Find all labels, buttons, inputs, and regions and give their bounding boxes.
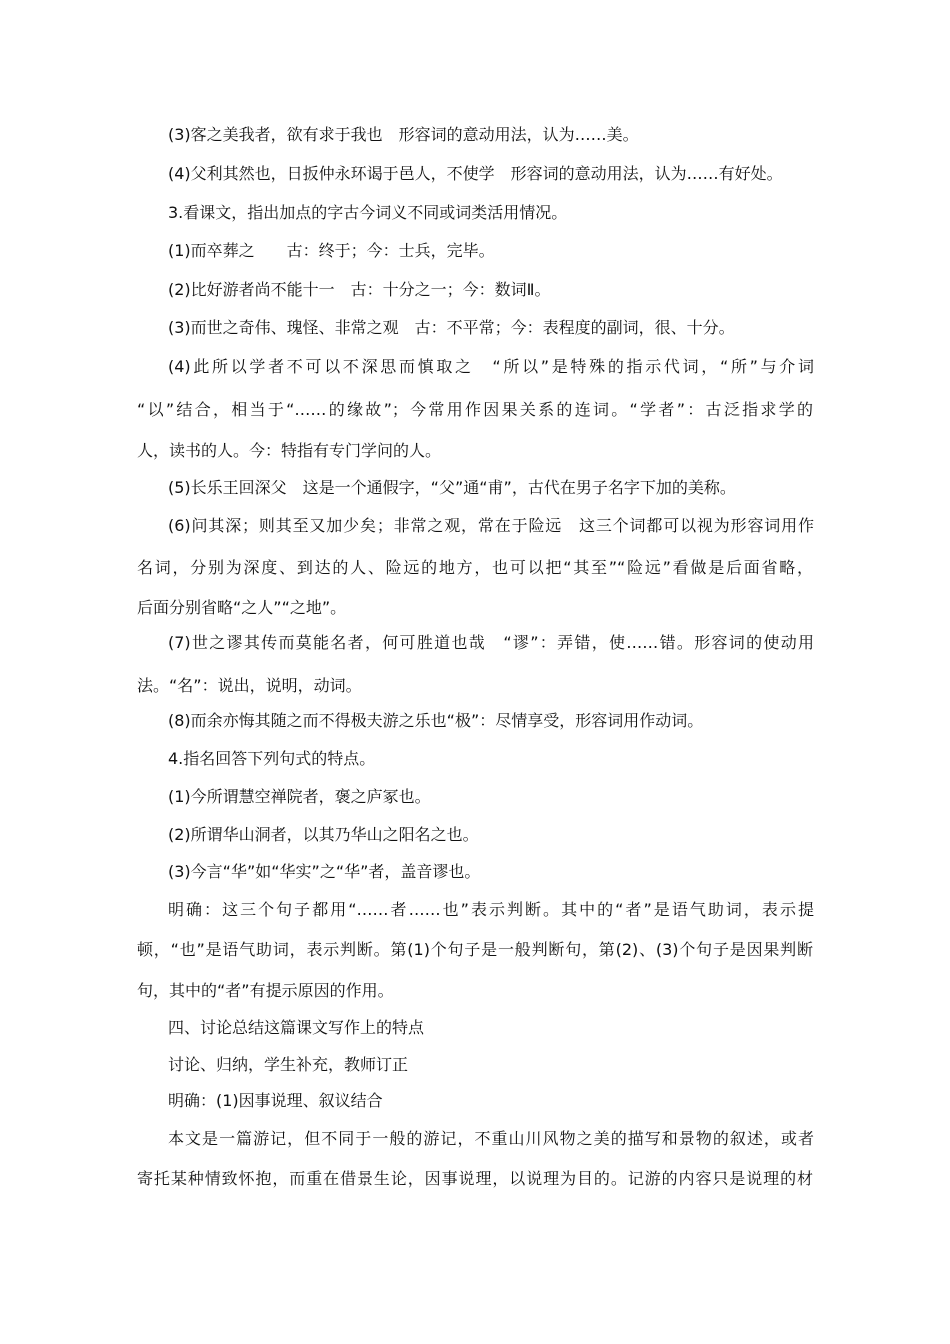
- text-line: 顿，“也”是语气助词，表示判断。第(1)个句子是一般判断句，第(2)、(3)个句子是因果判断: [137, 940, 813, 959]
- text-line: 人，读书的人。今：特指有专门学问的人。: [137, 441, 442, 460]
- text-line: (3)客之美我者，欲有求于我也 形容词的意动用法，认为……美。: [168, 125, 639, 144]
- text-line: (2)所谓华山洞者，以其乃华山之阳名之也。: [168, 825, 479, 844]
- text-line: 3.看课文，指出加点的字古今词义不同或词类活用情况。: [168, 203, 568, 222]
- text-line: (7)世之谬其传而莫能名者，何可胜道也哉 “谬”：弄错，使……错。形容词的使动用: [168, 633, 814, 652]
- text-line: 本文是一篇游记，但不同于一般的游记，不重山川风物之美的描写和景物的叙述，或者: [168, 1129, 814, 1148]
- text-line: 寄托某种情致怀抱，而重在借景生论，因事说理，以说理为目的。记游的内容只是说理的材: [137, 1169, 813, 1188]
- text-line: 名词，分别为深度、到达的人、险远的地方，也可以把“其至”“险远”看做是后面省略，: [137, 558, 813, 577]
- text-line: (5)长乐王回深父 这是一个通假字，“父”通“甫”，古代在男子名字下加的美称。: [168, 478, 736, 497]
- text-line: (1)今所谓慧空禅院者，褒之庐冢也。: [168, 787, 431, 806]
- text-line: (1)而卒葬之 古：终于；今：士兵，完毕。: [168, 241, 495, 260]
- text-line: 明确：(1)因事说理、叙议结合: [168, 1091, 383, 1110]
- text-line: 讨论、归纳，学生补充，教师订正: [168, 1055, 409, 1074]
- text-line: “以”结合，相当于“……的缘故”；今常用作因果关系的连词。“学者”：古泛指求学的: [137, 400, 813, 419]
- text-line: 明确：这三个句子都用“……者……也”表示判断。其中的“者”是语气助词，表示提: [168, 900, 814, 919]
- text-line: (3)今言“华”如“华实”之“华”者，盖音谬也。: [168, 862, 481, 881]
- text-line: (4)此所以学者不可以不深思而慎取之 “所以”是特殊的指示代词，“所”与介词: [168, 357, 814, 376]
- section-heading: 四、讨论总结这篇课文写作上的特点: [168, 1018, 425, 1037]
- text-line: (4)父利其然也，日扳仲永环谒于邑人，不使学 形容词的意动用法，认为……有好处。: [168, 164, 783, 183]
- text-line: 后面分别省略“之人”“之地”。: [137, 598, 347, 617]
- text-line: 法。“名”：说出，说明，动词。: [137, 676, 362, 695]
- text-line: (3)而世之奇伟、瑰怪、非常之观 古：不平常；今：表程度的副词，很、十分。: [168, 318, 735, 337]
- text-line: 4.指名回答下列句式的特点。: [168, 749, 376, 768]
- text-line: 句，其中的“者”有提示原因的作用。: [137, 981, 394, 1000]
- text-line: (6)问其深；则其至又加少矣；非常之观，常在于险远 这三个词都可以视为形容词用作: [168, 516, 814, 535]
- text-line: (8)而余亦悔其随之而不得极夫游之乐也“极”：尽情享受，形容词用作动词。: [168, 711, 704, 730]
- text-line: (2)比好游者尚不能十一 古：十分之一；今：数词Ⅱ。: [168, 280, 551, 299]
